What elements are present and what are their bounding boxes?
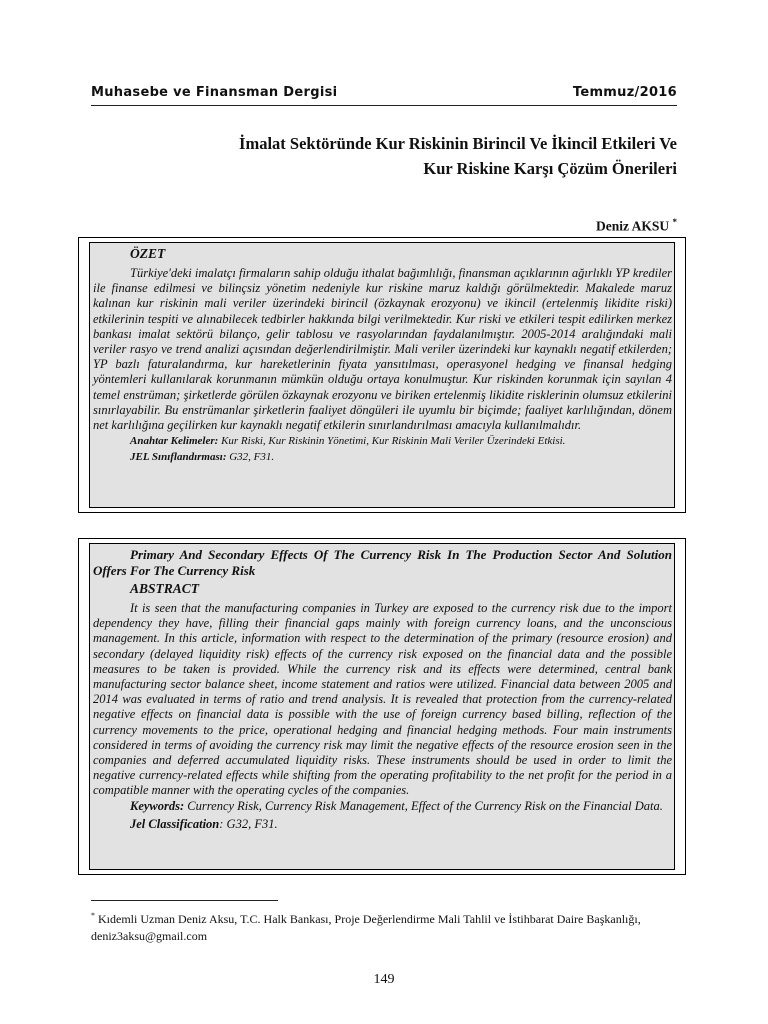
english-title: Primary And Secondary Effects Of The Currency Risk In The Production Sector And Solution Offers For The Currency Risk [93, 547, 672, 578]
paper-title [91, 131, 677, 181]
ozet-jel-value: G32, F31. [226, 451, 275, 464]
abstract-box [78, 538, 686, 875]
ozet-panel [89, 242, 675, 508]
journal-name: Muhasebe ve Finansman Dergisi [91, 85, 338, 100]
journal-header [91, 85, 677, 106]
ozet-box [78, 237, 686, 513]
author-name: Deniz AKSU [595, 218, 670, 234]
ozet-text: Türkiye'deki imalatçı firmaların sahip olduğu ithalat bağımlılığı, finansman açıklarının ağırlıklı YP krediler ile finanse edilmesi ve bilinçsiz yönetim nedeniyle kur riskine maruz kaldığı görülmektedir. Makalede maruz kalınan kur riskinin mali veriler üzerindeki birincil (özkaynak erozyonu) ve ikincil (ertelenmiş likidite riski) etkilerinin tespiti ve alınabilecek tedbirler hakkında bilgi verilmektedir. Kur riski ve etkileri tespit edilirken merkez bankası imalat sektörü bilanço, gelir tablosu ve rasyolarından faydalanılmıştır. 2005-2014 aralığındaki mali veriler rasyo ve trend analizi açısından değerlendirilmiştir. Mali veriler üzerindeki kur kaynaklı negatif etkilerden; YP bazlı faturalandırma, kur hareketlerinin fiyata yansıtılması, operasyonel hedging ve finansal hedging yöntemleri kullanılarak korunmanın mümkün olduğu ortaya konulmuştur. Kur riskinden korunmak için sayılan 4 temel enstrüman; şirketlerde görülen özkaynak erozyonu ve biriken ertelenmiş likidite risklerinin olumsuz etkilerini sınırlayabilir. Bu enstrümanlar şirketlerin faaliyet döngüleri ile uyumlu bir biçimde; faaliyet karlılığından, dönem net karlılığına geçilirken kur kaynaklı negatif etkilerin sınırlandırılması amacıyla kullanılmalıdır. [93, 266, 672, 433]
footnote-divider [91, 900, 278, 901]
abstract-panel [89, 543, 675, 870]
ozet-heading: ÖZET [130, 246, 166, 261]
ozet-keywords [93, 433, 672, 449]
ozet-jel [93, 449, 672, 465]
title-line-1: İmalat Sektöründe Kur Riskinin Birincil Ve İkincil Etkileri Ve [239, 134, 677, 153]
abstract-jel-label: Jel Classification [130, 816, 220, 831]
ozet-keywords-value: Kur Riski, Kur Riskinin Yönetimi, Kur Riskinin Mali Veriler Üzerindeki Etkisi. [218, 435, 566, 448]
footnote-mark: * [91, 911, 95, 920]
page-number: 149 [373, 972, 395, 987]
ozet-jel-label: JEL Sınıflandırması: [130, 451, 227, 464]
author-footnote-mark[interactable]: * [672, 217, 677, 227]
abstract-jel [130, 816, 672, 833]
abstract-keywords [93, 799, 672, 814]
issue-date: Temmuz/2016 [572, 85, 677, 100]
abstract-heading: ABSTRACT [130, 581, 200, 596]
abstract-text: It is seen that the manufacturing companies in Turkey are exposed to the currency risk due to the import dependency they have, filling their financial gaps mainly with foreign currency loans, and the unconscious management. In this article, information with respect to the determination of the primary (resource erosion) and secondary (delayed liquidity risk) effects of the currency risk exposed on the financial data and the possible measures to be taken is provided. While the currency risk and its effects were determined, central bank manufacturing sector balance sheet, income statement and ratios were utilized. Financial data between 2005 and 2014 was evaluated in terms of ratio and trend analysis. It is revealed that protection from the currency-related negative effects on financial data is possible with the use of foreign currency based billing, reflection of the currency movements to the price, operational hedging and financial hedging methods. Four main instruments considered in terms of avoiding the currency risk may limit the negative effects of the resource erosion seen in the companies and deferred accumulated liquidity risks. These instruments should be used in order to limit the negative currency-related effects while shifting from the operating profitability to the net profit for the period in a compatible manner with the operating cycles of the companies. [93, 601, 672, 798]
author-line [91, 217, 677, 235]
abstract-jel-value: : G32, F31. [219, 816, 278, 831]
title-line-2: Kur Riskine Karşı Çözüm Önerileri [423, 159, 677, 178]
abstract-keywords-label: Keywords: [130, 798, 185, 813]
abstract-keywords-value: Currency Risk, Currency Risk Management, Effect of the Currency Risk on the Financial Data. [184, 798, 663, 813]
footnote [91, 907, 677, 945]
footnote-text: Kıdemli Uzman Deniz Aksu, T.C. Halk Bankası, Proje Değerlendirme Mali Tahlil ve İstihbarat Daire Başkanlığı, deniz3aksu@gmail.com [91, 912, 641, 943]
ozet-keywords-label: Anahtar Kelimeler: [130, 435, 219, 448]
